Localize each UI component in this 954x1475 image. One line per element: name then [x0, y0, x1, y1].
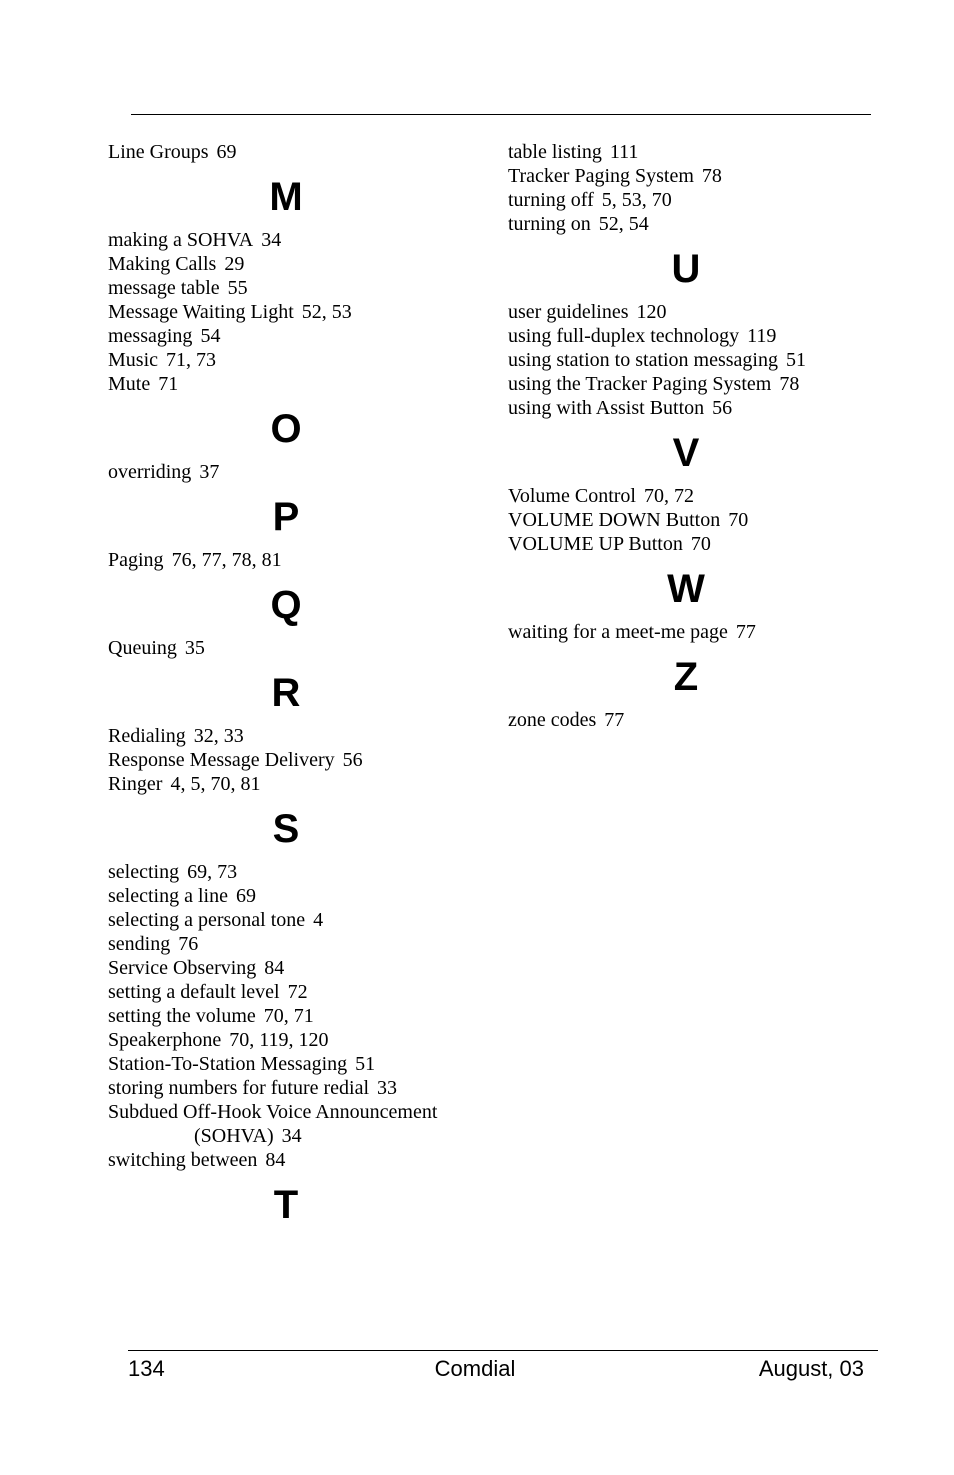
index-pages: 70, 72 [643, 485, 694, 507]
index-pages: 56 [712, 397, 733, 419]
index-pages: 34 [261, 229, 282, 251]
index-entry [508, 708, 878, 732]
index-pages: 72 [287, 981, 308, 1003]
index-pages: 35 [184, 637, 205, 659]
index-letter-heading: U [671, 247, 701, 291]
index-term: Queuing [108, 637, 177, 659]
index-letter-heading: R [271, 671, 301, 715]
index-pages: 37 [199, 461, 220, 483]
index-letter-heading: W [667, 567, 705, 611]
index-entry [108, 1004, 468, 1028]
index-term: selecting [108, 861, 180, 883]
index-entry [108, 300, 468, 324]
index-term: table listing [508, 141, 602, 163]
index-letter-heading: P [272, 495, 300, 539]
index-entry [508, 164, 878, 188]
index-entry [108, 748, 468, 772]
index-entry [108, 956, 468, 980]
index-pages: 70, 71 [263, 1005, 314, 1027]
index-entry [508, 396, 878, 420]
index-entry [108, 724, 468, 748]
index-term: setting a default level [108, 981, 280, 1003]
index-term: Line Groups [108, 141, 209, 163]
index-pages: 69, 73 [187, 861, 238, 883]
index-entry [108, 1148, 468, 1172]
index-term: Service Observing [108, 957, 257, 979]
index-letter-heading: Q [270, 583, 302, 627]
index-term: switching between [108, 1149, 258, 1171]
index-term: using the Tracker Paging System [508, 373, 772, 395]
index-entry [108, 884, 468, 908]
index-entry [108, 324, 468, 348]
index-term: turning on [508, 213, 591, 235]
index-pages: 76, 77, 78, 81 [171, 549, 282, 571]
index-entry [108, 908, 468, 932]
index-entry [508, 212, 878, 236]
index-entry [108, 1100, 468, 1124]
index-entry [508, 300, 878, 324]
index-term: VOLUME DOWN Button [508, 509, 721, 531]
index-column-left [108, 140, 468, 1236]
footer-date: August, 03 [758, 1356, 864, 1381]
index-entry [508, 140, 878, 164]
index-term: Subdued Off-Hook Voice Announcement [108, 1101, 438, 1123]
index-term: Response Message Delivery [108, 749, 335, 771]
index-entry [508, 484, 878, 508]
index-term: zone codes [508, 709, 597, 731]
index-entry [508, 620, 878, 644]
index-term: (SOHVA) [194, 1125, 274, 1147]
index-term: setting the volume [108, 1005, 256, 1027]
index-pages: 33 [377, 1077, 398, 1099]
index-entry [108, 1076, 468, 1100]
index-entry [108, 772, 468, 796]
index-entry [108, 932, 468, 956]
index-term: Station-To-Station Messaging [108, 1053, 348, 1075]
index-term: Paging [108, 549, 164, 571]
index-term: user guidelines [508, 301, 629, 323]
index-term: messaging [108, 325, 193, 347]
index-pages: 5, 53, 70 [601, 189, 672, 211]
index-pages: 70 [728, 509, 749, 531]
index-term: storing numbers for future redial [108, 1077, 370, 1099]
index-term: VOLUME UP Button [508, 533, 683, 555]
index-entry [108, 276, 468, 300]
index-letter-heading: S [272, 807, 300, 851]
index-pages: 71, 73 [166, 349, 216, 371]
index-pages: 52, 53 [301, 301, 352, 323]
index-term: Making Calls [108, 253, 217, 275]
index-column-right [508, 140, 878, 732]
footer-publisher: Comdial [434, 1356, 516, 1381]
index-term: Tracker Paging System [508, 165, 694, 187]
index-pages: 29 [224, 253, 245, 275]
index-letter-heading: V [672, 431, 700, 475]
page-number: 134 [128, 1356, 165, 1381]
index-pages: 120 [636, 301, 667, 323]
index-term: selecting a line [108, 885, 228, 907]
index-term: using full-duplex technology [508, 325, 740, 347]
index-entry [108, 860, 468, 884]
index-term: Mute [108, 373, 151, 395]
index-term: making a SOHVA [108, 229, 254, 251]
index-pages: 78 [779, 373, 800, 395]
index-entry [508, 532, 878, 556]
index-term: Ringer [108, 773, 163, 795]
index-letter-heading: M [269, 175, 303, 219]
index-term: using with Assist Button [508, 397, 705, 419]
index-pages: 4, 5, 70, 81 [170, 773, 261, 795]
index-term: overriding [108, 461, 192, 483]
index-letter-heading: Z [673, 655, 699, 699]
index-entry [508, 324, 878, 348]
index-pages: 69 [235, 885, 256, 907]
index-term: selecting a personal tone [108, 909, 306, 931]
index-pages: 51 [786, 349, 806, 371]
index-entry [108, 140, 468, 164]
index-pages: 77 [604, 709, 625, 731]
index-term: Message Waiting Light [108, 301, 294, 323]
index-pages: 56 [342, 749, 363, 771]
index-pages: 55 [227, 277, 248, 299]
index-entry [108, 636, 468, 660]
index-term: Redialing [108, 725, 186, 747]
index-pages: 4 [313, 909, 324, 931]
index-term: waiting for a meet-me page [508, 621, 728, 643]
index-entry [108, 1028, 468, 1052]
index-term: message table [108, 277, 220, 299]
index-pages: 70, 119, 120 [229, 1029, 329, 1051]
index-letter-heading: O [270, 407, 302, 451]
index-pages: 111 [609, 141, 639, 163]
index-entry [108, 372, 468, 396]
index-entry [108, 228, 468, 252]
index-pages: 69 [216, 141, 237, 163]
footer-rule [128, 1350, 878, 1351]
header-rule [131, 114, 871, 115]
index-pages: 84 [264, 957, 285, 979]
index-pages: 78 [701, 165, 722, 187]
index-entry [508, 188, 878, 212]
index-pages: 34 [281, 1125, 302, 1147]
index-entry [108, 980, 468, 1004]
index-term: turning off [508, 189, 594, 211]
index-pages: 52, 54 [598, 213, 649, 235]
index-entry [108, 252, 468, 276]
index-term: using station to station messaging [508, 349, 778, 371]
index-pages: 54 [200, 325, 221, 347]
index-pages: 76 [178, 933, 199, 955]
index-term: Speakerphone [108, 1029, 222, 1051]
index-entry [508, 372, 878, 396]
index-entry [108, 1124, 468, 1148]
index-pages: 70 [690, 533, 711, 555]
index-term: Volume Control [508, 485, 636, 507]
index-pages: 51 [355, 1053, 376, 1075]
index-entry [508, 508, 878, 532]
index-entry [108, 1052, 468, 1076]
index-pages: 71 [158, 373, 179, 395]
index-term: sending [108, 933, 171, 955]
index-pages: 77 [735, 621, 756, 643]
index-term: Music [108, 349, 158, 371]
index-letter-heading: T [273, 1183, 299, 1227]
index-entry [108, 548, 468, 572]
index-entry [108, 348, 468, 372]
index-pages: 84 [265, 1149, 286, 1171]
index-entry [108, 460, 468, 484]
index-pages: 32, 33 [193, 725, 244, 747]
index-entry [508, 348, 878, 372]
index-pages: 119 [747, 325, 777, 347]
